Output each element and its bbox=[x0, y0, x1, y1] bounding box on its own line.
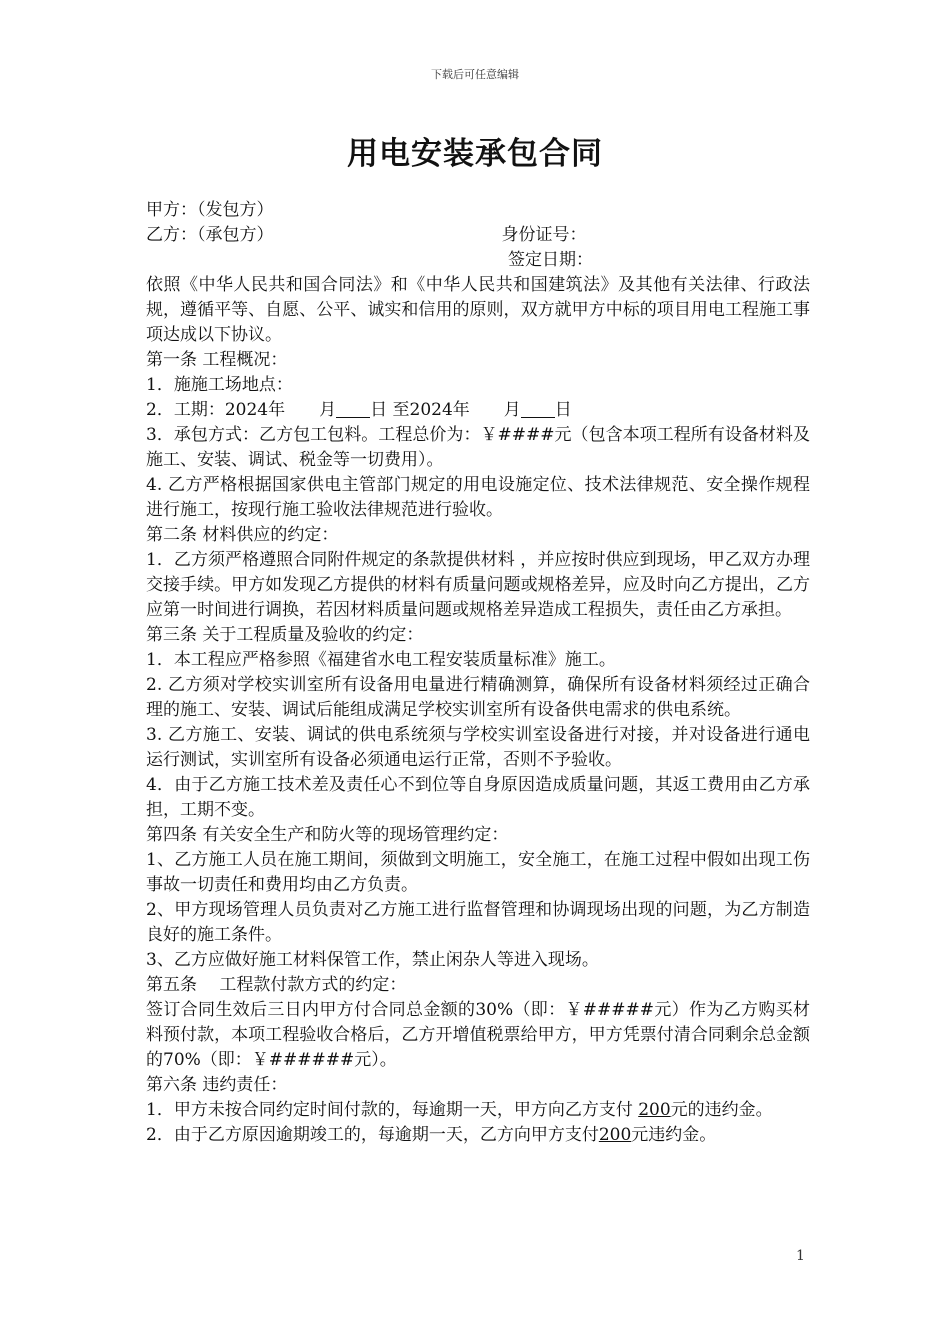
period-end-month-label: 月 bbox=[503, 400, 521, 420]
party-b-line bbox=[146, 223, 810, 248]
article-4-item-3: 3、乙方应做好施工材料保管工作，禁止闲杂人等进入现场。 bbox=[146, 950, 599, 970]
period-start-day-blank bbox=[336, 399, 370, 418]
intro-paragraph: 依照《中华人民共和国合同法》和《中华人民共和国建筑法》及其他有关法律、行政法规，遵循平等、自愿、公平、诚实和信用的原则，双方就甲方中标的项目用电工程施工事项达成以下协议。 bbox=[146, 275, 810, 345]
contract-body bbox=[146, 198, 810, 1148]
period-end-day-label: 日 bbox=[554, 400, 572, 420]
article-5-heading: 第五条 工程款付款方式的约定： bbox=[146, 975, 407, 995]
article-1-item-4: 4. 乙方严格根据国家供电主管部门规定的用电设施定位、技术法律规范、安全操作规程进行施工，按现行施工验收法律规范进行验收。 bbox=[146, 475, 810, 520]
article-3-heading: 第三条 关于工程质量及验收的约定： bbox=[146, 625, 424, 645]
penalty-amount-a: 200 bbox=[638, 1100, 671, 1120]
article-3-item-4: 4．由于乙方施工技术差及责任心不到位等自身原因造成质量问题，其返工费用由乙方承担，工期不变。 bbox=[146, 775, 810, 820]
penalty-amount-b: 200 bbox=[598, 1125, 632, 1145]
article-3-item-2: 2. 乙方须对学校实训室所有设备用电量进行精确测算，确保所有设备材料须经过正确合理的施工、安装、调试后能组成满足学校实训室所有设备供电需求的供电系统。 bbox=[146, 675, 810, 720]
article-1-heading: 第一条 工程概况： bbox=[146, 350, 288, 370]
article-6-item-1 bbox=[146, 1098, 810, 1123]
period-end-day-blank bbox=[521, 399, 555, 418]
article-6-item-1-suffix: 元的违约金。 bbox=[670, 1100, 773, 1120]
article-4-item-1: 1、乙方施工人员在施工期间，须做到文明施工，安全施工，在施工过程中假如出现工伤事故一切责任和费用均由乙方负责。 bbox=[146, 850, 810, 895]
header-note: 下载后可任意编辑 bbox=[431, 68, 519, 81]
party-a-line: 甲方：（发包方） bbox=[146, 200, 274, 220]
page-number: 1 bbox=[796, 1248, 805, 1264]
period-end-year: 日 至2024年 bbox=[370, 400, 470, 420]
document-title: 用电安装承包合同 bbox=[347, 136, 603, 172]
sign-date-label: 签定日期： bbox=[508, 250, 593, 270]
article-6-heading: 第六条 违约责任： bbox=[146, 1075, 288, 1095]
period-start-month-label: 月 bbox=[319, 400, 337, 420]
article-6-item-2 bbox=[146, 1123, 810, 1148]
article-3-item-1: 1．本工程应严格参照《福建省水电工程安装质量标准》施工。 bbox=[146, 650, 616, 670]
id-number-label: 身份证号： bbox=[501, 225, 587, 245]
article-1-item-3: 3．承包方式：乙方包工包料。工程总价为：￥####元（包含本项工程所有设备材料及施工、安装、调试、税金等一切费用）。 bbox=[146, 425, 810, 470]
article-4-item-2: 2、甲方现场管理人员负责对乙方施工进行监督管理和协调现场出现的问题，为乙方制造良好的施工条件。 bbox=[146, 900, 810, 945]
article-2-heading: 第二条 材料供应的约定： bbox=[146, 525, 339, 545]
article-6-item-1-text: 1．甲方未按合同约定时间付款的，每逾期一天，甲方向乙方支付 bbox=[146, 1100, 639, 1120]
party-b-label: 乙方：（承包方） bbox=[146, 225, 274, 245]
article-6-item-2-suffix: 元违约金。 bbox=[631, 1125, 717, 1145]
article-4-heading: 第四条 有关安全生产和防火等的现场管理约定： bbox=[146, 825, 509, 845]
article-6-item-2-text: 2．由于乙方原因逾期竣工的，每逾期一天，乙方向甲方支付 bbox=[146, 1125, 599, 1145]
period-start-year: 2．工期：2024年 bbox=[146, 400, 286, 420]
article-5-item-1: 签订合同生效后三日内甲方付合同总金额的30%（即：￥#####元）作为乙方购买材料预付款，本项工程验收合格后，乙方开增值税票给甲方，甲方凭票付清合同剩余总金额的70%（即：￥######元）。 bbox=[146, 1000, 810, 1070]
article-3-item-3: 3. 乙方施工、安装、调试的供电系统须与学校实训室设备进行对接，并对设备进行通电运行测试，实训室所有设备必须通电运行正常，否则不予验收。 bbox=[146, 725, 810, 770]
article-1-item-2 bbox=[146, 398, 810, 423]
article-2-item-1: 1．乙方须严格遵照合同附件规定的条款提供材料 ，并应按时供应到现场，甲乙双方办理交接手续。甲方如发现乙方提供的材料有质量问题或规格差异，应及时向乙方提出，乙方应第一时间进行调换，若因材料质量问题或规格差异造成工程损失，责任由乙方承担。 bbox=[146, 550, 810, 620]
article-1-item-1: 1．施施工场地点： bbox=[146, 375, 293, 395]
